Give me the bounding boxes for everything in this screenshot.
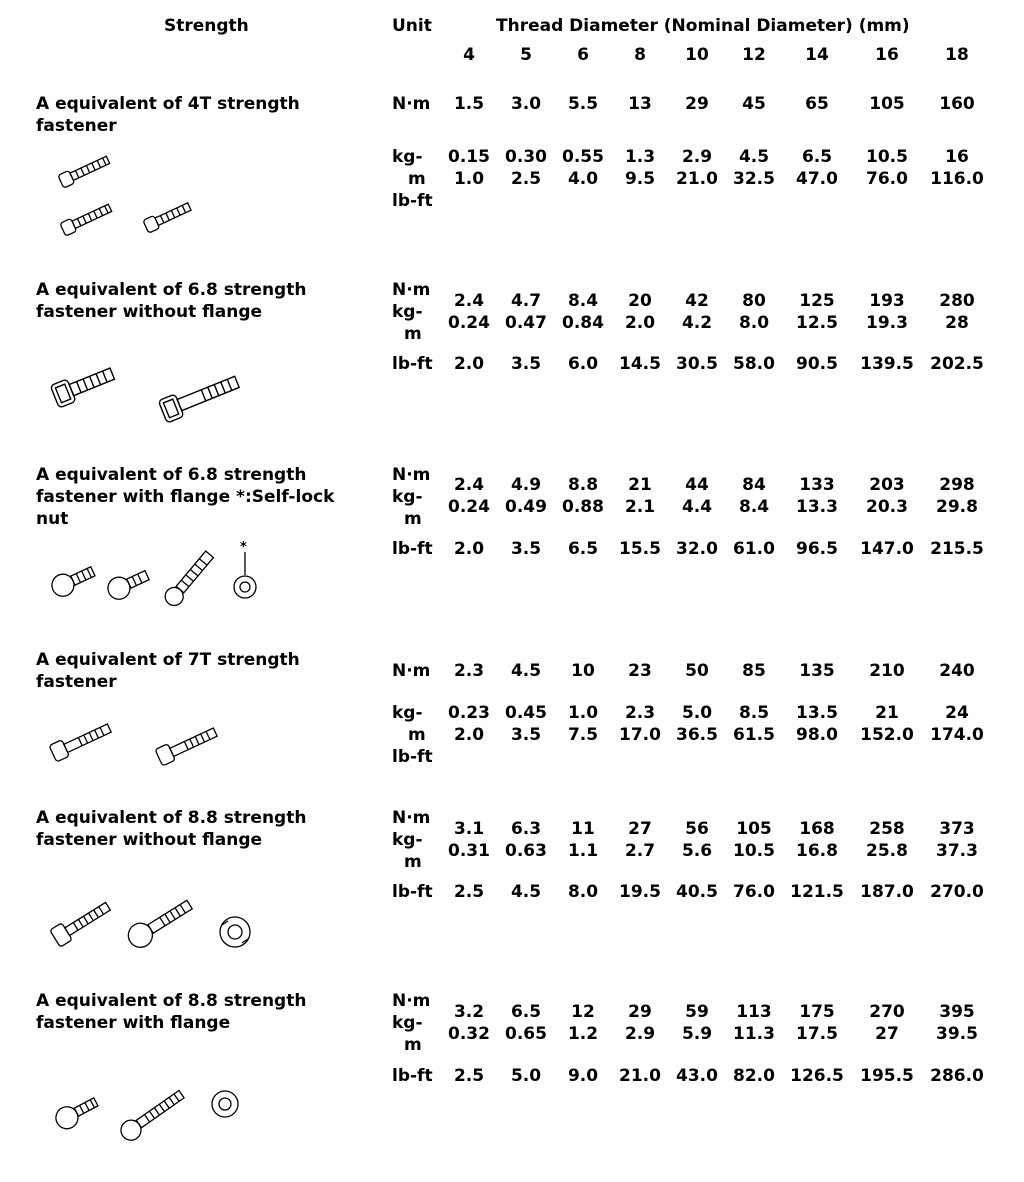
unit-m: m [408, 725, 426, 745]
unit-nm: N·m [392, 991, 431, 1011]
unit-lbft: lb-ft [392, 191, 433, 211]
diameter-18: 18 [945, 45, 969, 65]
unit-lbft: lb-ft [392, 354, 433, 374]
bolt-drawing-6-8-no-flange [40, 355, 260, 430]
diameter-4: 4 [463, 45, 475, 65]
unit-kg: kg- [392, 1013, 423, 1033]
strength-class-6-8-flange: A equivalent of 6.8 strength fastener with flange *:Self-lock nut [36, 465, 335, 529]
diameter-10: 10 [685, 45, 709, 65]
diameter-8: 8 [634, 45, 646, 65]
strength-class-8-8-flange: A equivalent of 8.8 strength fastener with flange [36, 991, 307, 1033]
bolt-drawing-6-8-flange [40, 540, 280, 615]
unit-lbft: lb-ft [392, 882, 433, 902]
bolt-drawing-4t [40, 150, 210, 240]
bolt-drawing-8-8-flange [40, 1072, 260, 1147]
diameter-14: 14 [805, 45, 829, 65]
unit-nm: N·m [392, 465, 431, 485]
unit-m: m [404, 324, 422, 344]
unit-m: m [404, 509, 422, 529]
unit-m: m [404, 852, 422, 872]
unit-lbft: lb-ft [392, 539, 433, 559]
unit-m: m [408, 169, 426, 189]
unit-nm: N·m [392, 661, 431, 681]
unit-lbft: lb-ft [392, 747, 433, 767]
unit-header: Unit [392, 16, 432, 36]
unit-nm: N·m [392, 94, 431, 114]
unit-kg: kg- [392, 703, 423, 723]
unit-m: m [404, 1035, 422, 1055]
diameter-6: 6 [577, 45, 589, 65]
thread-diameter-header: Thread Diameter (Nominal Diameter) (mm) [496, 16, 910, 36]
unit-nm: N·m [392, 280, 431, 300]
strength-class-8-8-no-flange: A equivalent of 8.8 strength fastener without flange [36, 808, 307, 850]
diameter-12: 12 [742, 45, 766, 65]
strength-class-7t: A equivalent of 7T strength fastener [36, 650, 300, 692]
unit-lbft: lb-ft [392, 1066, 433, 1086]
diameter-5: 5 [520, 45, 532, 65]
strength-class-6-8-no-flange: A equivalent of 6.8 strength fastener without flange [36, 280, 307, 322]
strength-class-4t: A equivalent of 4T strength fastener [36, 94, 300, 136]
bolt-drawing-7t [40, 710, 240, 775]
unit-nm: N·m [392, 808, 431, 828]
diameter-16: 16 [875, 45, 899, 65]
unit-kg: kg- [392, 487, 423, 507]
unit-kg: kg- [392, 830, 423, 850]
unit-kg: kg- [392, 302, 423, 322]
strength-header: Strength [164, 16, 249, 36]
unit-kg: kg- [392, 147, 423, 167]
self-lock-marker: * [240, 540, 247, 555]
bolt-drawing-8-8-no-flange [40, 885, 270, 955]
